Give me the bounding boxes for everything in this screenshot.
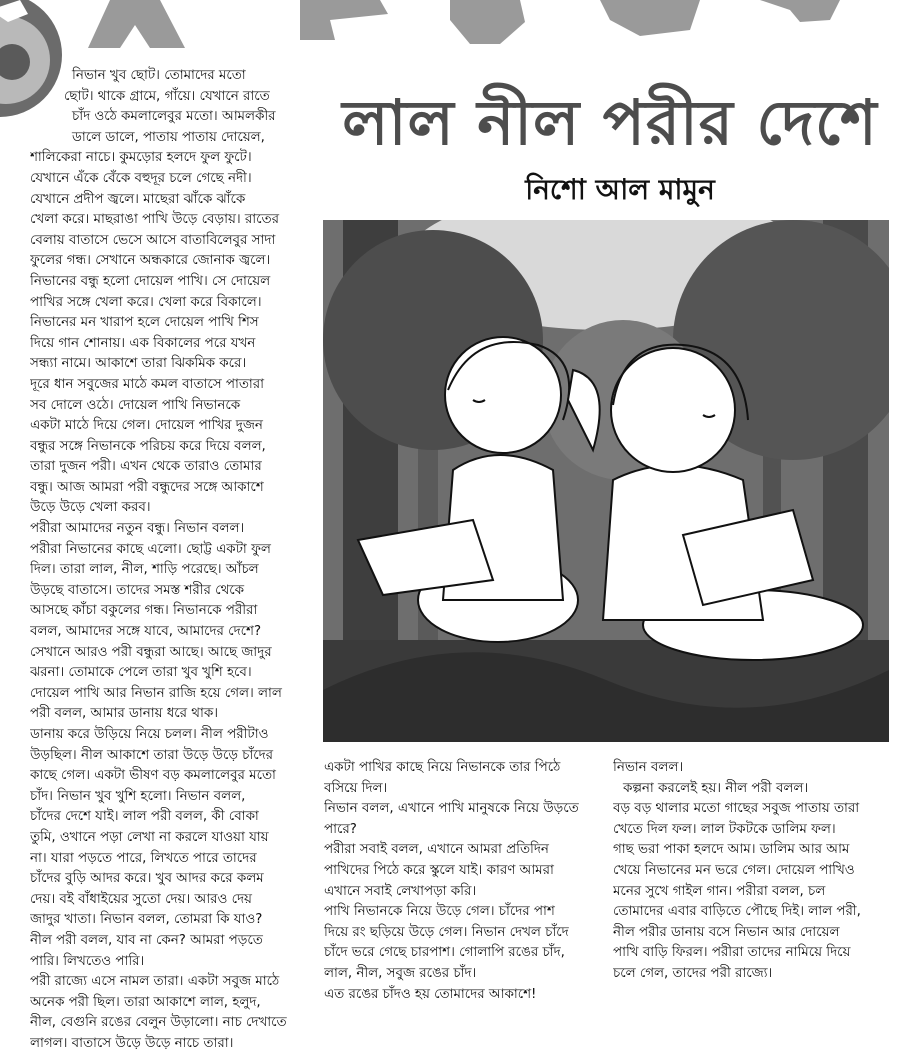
text-line: বসিয়ে দিল। [324, 780, 388, 796]
text-line: দিল। তারা লাল, নীল, শাড়ি পরেছে। আঁচল [30, 562, 259, 578]
text-line: নীল, বেগুনি রঙের বেলুন উড়ালো। নাচ দেখাতে [30, 1015, 287, 1031]
text-line: কাছে গেল। একটা ভীষণ বড় কমলালেবুর মতো [30, 768, 276, 784]
text-line: মনের সুখে গাইল গান। পরীরা বলল, চল [613, 883, 826, 899]
text-line: একটা মাঠে দিয়ে গেল। দোয়েল পাখির দুজন [30, 418, 263, 434]
text-column-left [30, 66, 314, 1055]
banner-art [0, 0, 909, 60]
text-line: যেখানে প্রদীপ জ্বলে। মাছেরা ঝাঁকে ঝাঁকে [30, 191, 246, 207]
text-line: দেয়। বই বাঁধাইয়ের সুতো দেয়। আরও দেয় [30, 891, 252, 907]
text-line: পরীরা নিভানের কাছে এলো। ছোট্ট একটা ফুল [30, 541, 271, 557]
text-line: বেলায় বাতাসে ভেসে আসে বাতাবিলেবুর সাদা [30, 232, 276, 248]
text-line: ডালে ডালে, পাতায় পাতায় দোয়েল, [72, 129, 265, 145]
text-line: চাঁদের বুড়ি আদর করে। খুব আদর করে কলম [30, 871, 264, 887]
text-line: দিয়ে রং ছড়িয়ে উড়ে গেল। নিভান দেখল চাঁদে [324, 924, 569, 940]
text-line: গাছ ভরা পাকা হলদে আম। ডালিম আর আম [613, 842, 850, 858]
text-line: কল্পনা করলেই হয়। নীল পরী বলল। [623, 780, 809, 796]
text-line: বন্ধু। আজ আমরা পরী বন্ধুদের সঙ্গে আকাশে [30, 479, 264, 495]
text-line: নিভান বলল, এখানে পাখি মানুষকে নিয়ে উড়তে [324, 801, 579, 817]
text-line: তারা দুজন পরী। এখন থেকে তারাও তোমার [30, 459, 262, 475]
text-line: পারি। লিখতেও পারি। [30, 953, 145, 969]
text-line: সন্ধ্যা নামে। আকাশে তারা ঝিকমিক করে। [30, 356, 247, 372]
text-line: দূরে ধান সবুজের মাঠে কমল বাতাসে পাতারা [30, 376, 265, 392]
text-line: নীল পরী বলল, যাব না কেন? আমরা পড়তে [30, 932, 263, 948]
text-line: একটা পাখির কাছে নিয়ে নিভানকে তার পিঠে [324, 760, 561, 775]
text-line: পাখি বাড়ি ফিরল। পরীরা তাদের নামিয়ে দিয়ে [613, 945, 851, 961]
text-line: অনেক পরী ছিল। তারা আকাশে লাল, হলুদ, [30, 994, 261, 1010]
text-line: উড়ছিল। নীল আকাশে তারা উড়ে উড়ে চাঁদের [30, 747, 274, 763]
text-line: পাখিদের পিঠে করে স্কুলে যাই। কারণ আমরা [324, 862, 554, 878]
text-line: দোয়েল পাখি আর নিভান রাজি হয়ে গেল। লাল [30, 685, 282, 701]
text-line: তোমাদের এবার বাড়িতে পৌছে দিই। লাল পরী, [613, 904, 861, 920]
text-line: ডানায় করে উড়িয়ে নিয়ে চলল। নীল পরীটাও [30, 727, 269, 742]
text-line: বড় বড় থালার মতো গাছের সবুজ পাতায় তারা [613, 801, 860, 817]
text-line: যেখানে এঁকে বেঁকে বহুদূর চলে গেছে নদী। [30, 170, 252, 186]
text-line: তুমি, ওখানে পড়া লেখা না করলে যাওয়া যায় [30, 829, 269, 845]
text-line: শালিকেরা নাচে। কুমড়োর হলদে ফুল ফুটে। [30, 150, 252, 166]
text-line: চাঁদের দেশে যাই। লাল পরী বলল, কী বোকা [30, 809, 259, 825]
text-line: নীল পরীর ডানায় বসে নিভান আর দোয়েল [613, 924, 840, 940]
text-line: ছোট। থাকে গ্রামে, গাঁয়ে। যেখানে রাতে [64, 88, 270, 104]
text-line: পরীরা সবাই বলল, এখানে আমরা প্রতিদিন [324, 842, 549, 858]
text-line: নিভানের মন খারাপ হলে দোয়েল পাখি শিস [30, 315, 259, 331]
text-line: চাঁদে ভরে গেছে চারপাশ। গোলাপি রঙের চাঁদ, [324, 945, 565, 961]
text-line: সেখানে আরও পরী বন্ধুরা আছে। আছে জাদুর [30, 644, 272, 660]
text-line: এত রঙের চাঁদও হয় তোমাদের আকাশে! [324, 986, 537, 1002]
text-column-middle [324, 758, 606, 1005]
text-line: না। যারা পড়তে পারে, লিখতে পারে তাদের [30, 850, 257, 866]
text-line: পারে? [324, 821, 357, 837]
text-line: নিভানের বন্ধু হলো দোয়েল পাখি। সে দোয়েল [30, 273, 271, 289]
text-line: আসছে কাঁচা বকুলের গন্ধ। নিভানকে পরীরা [30, 603, 258, 619]
text-line: ঝরনা। তোমাকে পেলে তারা খুব খুশি হবে। [30, 665, 252, 681]
text-line: নিভান বলল। [613, 760, 684, 775]
text-line: বলল, আমাদের সঙ্গে যাবে, আমাদের দেশে? [30, 624, 262, 640]
text-line: পাখির সঙ্গে খেলা করে। খেলা করে বিকালে। [30, 294, 262, 310]
text-line: চাঁদ। নিভান খুব খুশি হলো। নিভান বলল, [30, 788, 246, 804]
text-line: এখানে সবাই লেখাপড়া করি। [324, 883, 477, 899]
text-line: খেয়ে নিভানের মন ভরে গেল। দোয়েল পাখিও [613, 862, 855, 878]
text-column-right [613, 758, 903, 985]
article-title: লাল নীল পরীর দেশে [342, 86, 878, 159]
text-line: জাদুর খাতা। নিভান বলল, তোমরা কি যাও? [30, 912, 263, 928]
author-name: নিশো আল মামুন [525, 173, 715, 206]
text-line: নিভান খুব ছোট। তোমাদের মতো [72, 68, 246, 83]
text-line: পরী রাজ্যে এসে নামল তারা। একটা সবুজ মাঠে [30, 974, 280, 990]
text-line: উড়ে উড়ে খেলা করব। [30, 500, 151, 516]
story-illustration [323, 220, 889, 742]
top-banner [0, 0, 909, 60]
text-line: বন্ধুর সঙ্গে নিভানকে পরিচয় করে দিয়ে বলল, [30, 438, 266, 454]
text-line: ফুলের গন্ধ। সেখানে অন্ধকারে জোনাক জ্বলে। [30, 253, 271, 269]
text-line: লাল, নীল, সবুজ রঙের চাঁদ। [324, 965, 477, 981]
text-line: দিয়ে গান শোনায়। এক বিকালের পরে যখন [30, 335, 256, 351]
text-line: উড়ছে বাতাসে। তাদের সমস্ত শরীর থেকে [30, 582, 245, 598]
text-line: চলে গেল, তাদের পরী রাজ্যে। [613, 965, 773, 981]
text-line: পাখি নিভানকে নিয়ে উড়ে গেল। চাঁদের পাশ [324, 904, 555, 920]
text-line: খেলা করে। মাছরাঙা পাখি উড়ে বেড়ায়। রাতের [30, 212, 279, 228]
text-line: খেতে দিল ফল। লাল টকটকে ডালিম ফল। [613, 821, 836, 837]
text-line: পরীরা আমাদের নতুন বন্ধু। নিভান বলল। [30, 521, 245, 537]
text-line: সব দোলে ওঠে। দোয়েল পাখি নিভানকে [30, 397, 241, 413]
text-line: লাগল। বাতাসে উড়ে উড়ে নাচে তারা। [30, 1035, 234, 1051]
text-line: চাঁদ ওঠে কমলালেবুর মতো। আমলকীর [72, 109, 276, 125]
text-line: পরী বলল, আমার ডানায় ধরে থাক। [30, 706, 219, 722]
